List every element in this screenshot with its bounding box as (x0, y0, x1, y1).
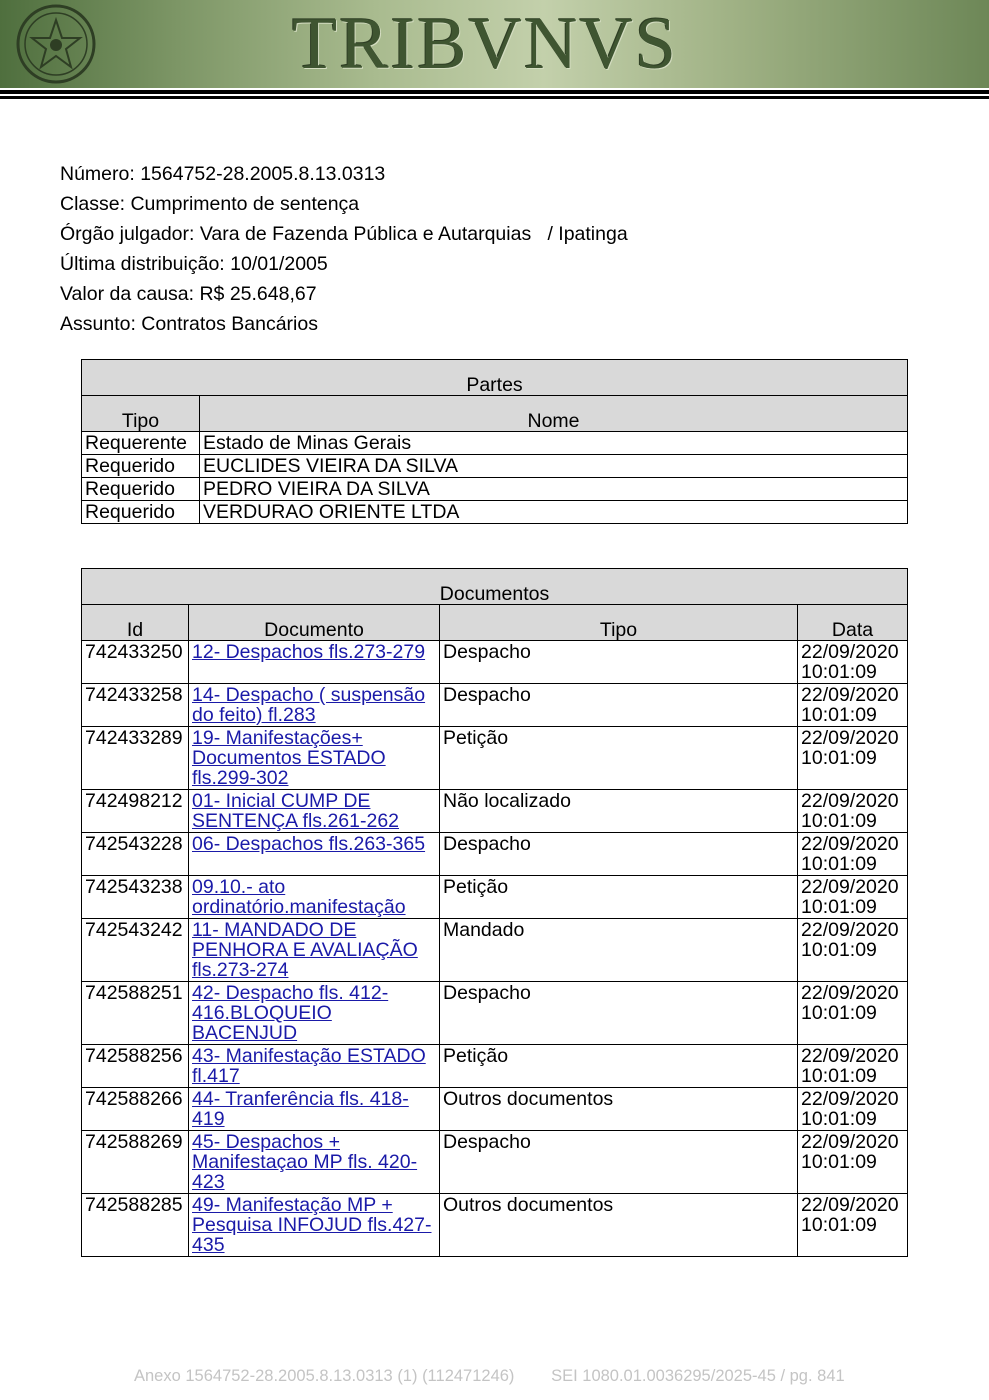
state-seal-icon (12, 4, 100, 84)
document-data: 22/09/2020 10:01:09 (798, 833, 908, 876)
document-row (82, 684, 908, 727)
documents-header-documento: Documento (189, 605, 440, 641)
document-cell (189, 1194, 440, 1257)
document-id: 742588269 (82, 1131, 189, 1194)
process-number: Número: 1564752-28.2005.8.13.0313 (60, 163, 386, 185)
party-row (82, 501, 908, 524)
document-cell (189, 1131, 440, 1194)
document-id: 742588266 (82, 1088, 189, 1131)
documents-header-data: Data (798, 605, 908, 641)
document-link[interactable]: 19- Manifestações+ Documentos ESTADO fls.299-302 (192, 727, 386, 789)
document-row (82, 1088, 908, 1131)
document-id: 742498212 (82, 790, 189, 833)
document-link[interactable]: 06- Despachos fls.263-365 (192, 833, 426, 855)
party-tipo: Requerido (82, 501, 200, 524)
documents-caption: Documentos (82, 569, 908, 605)
document-link[interactable]: 44- Tranferência fls. 418-419 (192, 1088, 409, 1130)
document-row (82, 1194, 908, 1257)
document-id: 742543238 (82, 876, 189, 919)
page-footer: Anexo 1564752-28.2005.8.13.0313 (1) (112471246) SEI 1080.01.0036295/2025-45 / pg. 841 (134, 1367, 845, 1385)
document-cell (189, 919, 440, 982)
documents-body (82, 641, 908, 1257)
parties-caption: Partes (82, 360, 908, 396)
parties-header-nome: Nome (200, 396, 908, 432)
process-subject: Assunto: Contratos Bancários (60, 313, 318, 335)
document-data: 22/09/2020 10:01:09 (798, 1131, 908, 1194)
brand-title: TRIBVNVS (292, 3, 679, 85)
document-link[interactable]: 43- Manifestação ESTADO fl.417 (192, 1045, 426, 1087)
document-tipo: Petição (440, 727, 798, 790)
document-tipo: Despacho (440, 641, 798, 684)
document-row (82, 982, 908, 1045)
document-link[interactable]: 49- Manifestação MP + Pesquisa INFOJUD fls.427-435 (192, 1194, 432, 1256)
document-row (82, 876, 908, 919)
parties-body (82, 432, 908, 524)
document-id: 742543242 (82, 919, 189, 982)
document-id: 742433250 (82, 641, 189, 684)
party-nome: VERDURAO ORIENTE LTDA (200, 501, 908, 524)
header-banner (0, 0, 989, 88)
document-data: 22/09/2020 10:01:09 (798, 919, 908, 982)
document-id: 742433258 (82, 684, 189, 727)
parties-table (81, 359, 908, 524)
document-row (82, 833, 908, 876)
document-tipo: Despacho (440, 684, 798, 727)
party-row (82, 478, 908, 501)
document-data: 22/09/2020 10:01:09 (798, 1045, 908, 1088)
document-data: 22/09/2020 10:01:09 (798, 982, 908, 1045)
document-tipo: Despacho (440, 982, 798, 1045)
documents-table (81, 568, 908, 1257)
process-class: Classe: Cumprimento de sentença (60, 193, 360, 215)
document-row (82, 919, 908, 982)
document-link[interactable]: 45- Despachos + Manifestaçao MP fls. 420-423 (192, 1131, 418, 1193)
document-tipo: Petição (440, 876, 798, 919)
document-link[interactable]: 11- MANDADO DE PENHORA E AVALIAÇÃO fls.273-274 (192, 919, 418, 981)
document-id: 742588285 (82, 1194, 189, 1257)
parties-header-tipo: Tipo (82, 396, 200, 432)
party-nome: EUCLIDES VIEIRA DA SILVA (200, 455, 908, 478)
process-court: Órgão julgador: Vara de Fazenda Pública e Autarquias / Ipatinga (60, 223, 628, 245)
document-tipo: Não localizado (440, 790, 798, 833)
party-tipo: Requerente (82, 432, 200, 455)
document-row (82, 727, 908, 790)
document-cell (189, 727, 440, 790)
process-metadata (60, 159, 628, 339)
document-link[interactable]: 01- Inicial CUMP DE SENTENÇA fls.261-262 (192, 790, 400, 832)
document-link[interactable]: 14- Despacho ( suspensão do feito) fl.283 (192, 684, 426, 726)
document-data: 22/09/2020 10:01:09 (798, 641, 908, 684)
document-cell (189, 790, 440, 833)
header-divider (0, 90, 989, 94)
party-nome: Estado de Minas Gerais (200, 432, 908, 455)
document-cell (189, 641, 440, 684)
document-data: 22/09/2020 10:01:09 (798, 1088, 908, 1131)
document-id: 742543228 (82, 833, 189, 876)
document-cell (189, 1088, 440, 1131)
document-data: 22/09/2020 10:01:09 (798, 684, 908, 727)
document-cell (189, 982, 440, 1045)
party-tipo: Requerido (82, 478, 200, 501)
document-id: 742588251 (82, 982, 189, 1045)
documents-header-id: Id (82, 605, 189, 641)
document-row (82, 1131, 908, 1194)
process-value: Valor da causa: R$ 25.648,67 (60, 283, 317, 305)
document-tipo: Mandado (440, 919, 798, 982)
party-tipo: Requerido (82, 455, 200, 478)
document-tipo: Outros documentos (440, 1088, 798, 1131)
document-tipo: Outros documentos (440, 1194, 798, 1257)
document-row (82, 641, 908, 684)
document-tipo: Despacho (440, 1131, 798, 1194)
document-row (82, 1045, 908, 1088)
document-cell (189, 833, 440, 876)
document-cell (189, 876, 440, 919)
documents-header-tipo: Tipo (440, 605, 798, 641)
process-distribution-date: Última distribuição: 10/01/2005 (60, 253, 328, 275)
document-link[interactable]: 42- Despacho fls. 412-416.BLOQUEIO BACENJUD (192, 982, 389, 1044)
document-id: 742433289 (82, 727, 189, 790)
document-tipo: Petição (440, 1045, 798, 1088)
party-nome: PEDRO VIEIRA DA SILVA (200, 478, 908, 501)
party-row (82, 455, 908, 478)
document-link[interactable]: 09.10.- ato ordinatório.manifestação (192, 876, 406, 918)
document-data: 22/09/2020 10:01:09 (798, 727, 908, 790)
document-link[interactable]: 12- Despachos fls.273-279 (192, 641, 426, 663)
document-id: 742588256 (82, 1045, 189, 1088)
document-cell (189, 1045, 440, 1088)
document-tipo: Despacho (440, 833, 798, 876)
party-row (82, 432, 908, 455)
document-data: 22/09/2020 10:01:09 (798, 876, 908, 919)
document-row (82, 790, 908, 833)
header-divider-secondary (0, 96, 989, 99)
document-data: 22/09/2020 10:01:09 (798, 1194, 908, 1257)
document-cell (189, 684, 440, 727)
document-data: 22/09/2020 10:01:09 (798, 790, 908, 833)
